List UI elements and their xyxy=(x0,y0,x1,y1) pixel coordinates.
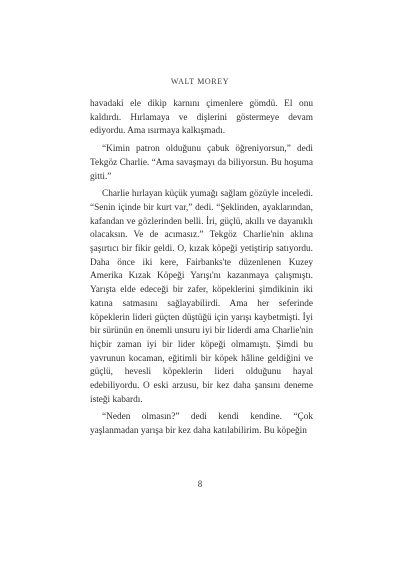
body-text xyxy=(90,98,313,439)
paragraph-4: “Neden olmasın?” dedi kendi kendine. “Çok yaşlanmadan yarışa bir kez daha katılabilirim. Bu köpeğin xyxy=(90,412,313,437)
running-head: WALT MOREY xyxy=(170,77,230,86)
paragraph-3: Charlie hırlayan küçük yumağı sağlam gözüyle inceledi. “Senin içinde bir kurt var,” dedi. “Şeklinden, ayaklarından, kafandan ve gözlerinden belli. İri, güçlü, akıllı ve dayanıklı olacaksın. Ve de acımasız.” Tekgöz Charlie'nin aklına şaşırtıcı bir fikir geldi. O, kızak köpeği yetiştirip satıyordu. Daha önce iki kere, Fairbanks'te düzenlenen Kuzey Amerika Kızak Köpeği Yarışı'nı kazanmaya çalışmıştı. Yarışta elde edeceği bir zafer, köpeklerini şimdikinin iki katına satmasını sağlayabilirdi. Ama her seferinde köpeklerin lideri güçten düştüğü için yarışı kaybetmişti. İyi bir sürünün en önemli unsuru iyi bir liderdi ama Charlie'nin hiçbir zaman iyi bir lider köpeği olmamıştı. Şimdi bu yavrunun kocaman, eğitimli bir köpek hâline geldiğini ve güçlü, hevesli köpeklerin lideri olduğunu hayal edebiliyordu. O eski arzusu, bir kez daha şansını deneme isteği kabardı. xyxy=(90,189,313,405)
paragraph-1: havadaki ele dikip karnını çimenlere gömdü. El onu kaldırdı. Hırlamaya ve dişlerini göstermeye devam ediyordu. Ama ısırmaya kalkışmadı. xyxy=(90,99,313,137)
page-number: 8 xyxy=(197,479,203,489)
paragraph-2: “Kimin patron olduğunu çabuk öğreniyorsun,” dedi Tekgöz Charlie. “Ama savaşmayı da biliyorsun. Bu hoşuma gitti.” xyxy=(90,144,313,182)
